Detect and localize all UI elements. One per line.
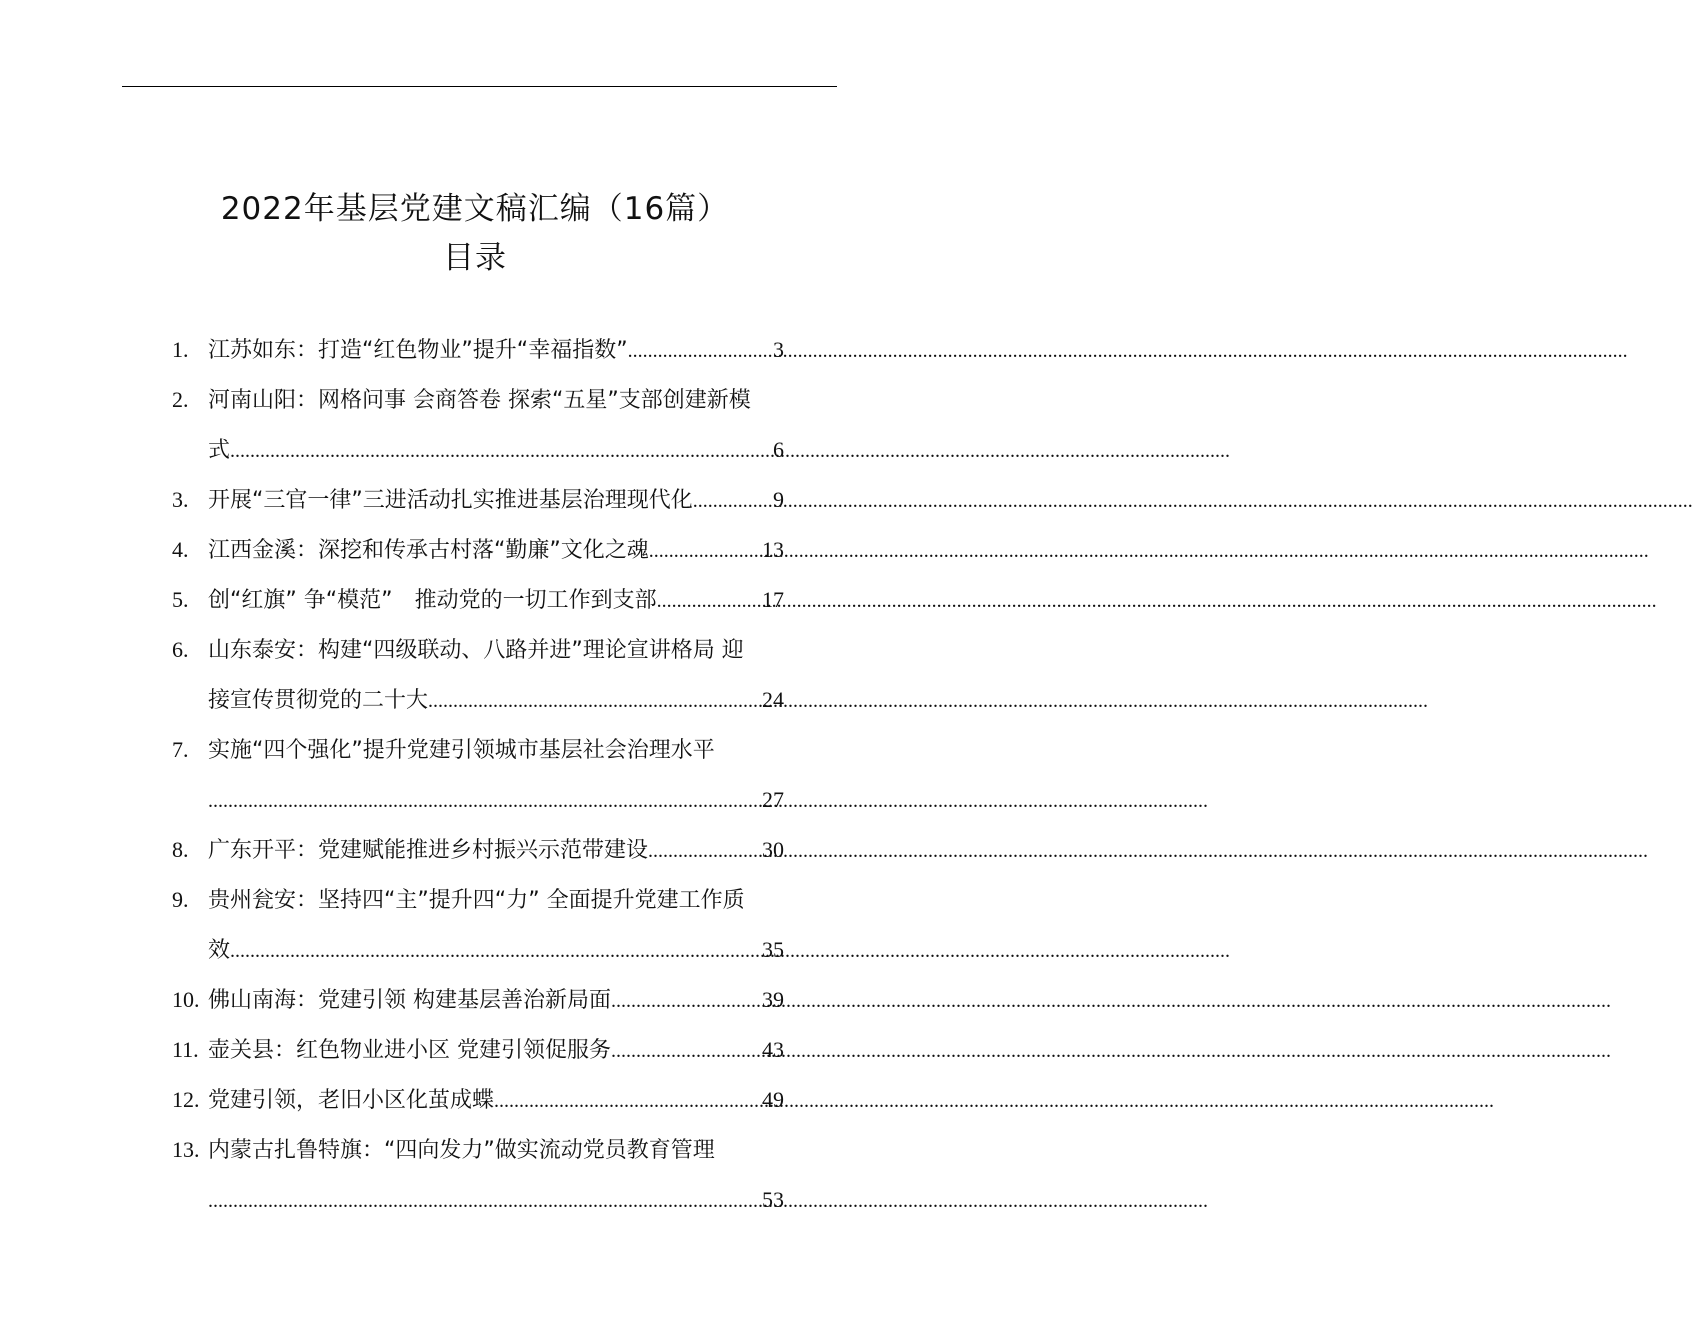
toc-leader xyxy=(657,576,762,626)
toc-leader xyxy=(649,526,762,576)
toc-title-continued: 式 xyxy=(208,438,231,463)
toc-page: 43 xyxy=(762,1037,784,1062)
toc-entry-12[interactable] xyxy=(172,1075,842,1125)
toc-page: 17 xyxy=(762,587,784,612)
toc-entry-9[interactable] xyxy=(172,875,842,975)
toc-title: 开展“三官一律”三进活动扎实推进基层治理现代化 xyxy=(208,488,693,513)
toc-leader xyxy=(230,426,773,476)
toc-title: 江西金溪：深挖和传承古村落“勤廉”文化之魂 xyxy=(208,538,649,563)
toc-title: 贵州瓮安：坚持四“主”提升四“力” 全面提升党建工作质 xyxy=(208,888,745,913)
toc-page: 3 xyxy=(773,337,784,362)
toc-leader xyxy=(208,776,762,826)
toc-title: 山东泰安：构建“四级联动、八路并进”理论宣讲格局 迎 xyxy=(208,638,744,663)
toc-page: 53 xyxy=(762,1187,784,1212)
toc-leader xyxy=(693,476,773,526)
toc-entry-1[interactable] xyxy=(172,325,842,375)
toc-title: 江苏如东：打造“红色物业”提升“幸福指数” xyxy=(208,338,628,363)
toc-leader xyxy=(611,976,762,1026)
toc-entry-3[interactable] xyxy=(172,475,842,525)
toc-title: 实施“四个强化”提升党建引领城市基层社会治理水平 xyxy=(208,738,715,763)
toc-entry-10[interactable] xyxy=(172,975,842,1025)
toc-title-continued: 接宣传贯彻党的二十大 xyxy=(208,688,429,713)
toc-heading: 目录 xyxy=(443,240,507,276)
toc-title: 佛山南海：党建引领 构建基层善治新局面 xyxy=(208,988,611,1013)
toc-page: 35 xyxy=(762,937,784,962)
toc-title: 内蒙古扎鲁特旗：“四向发力”做实流动党员教育管理 xyxy=(208,1138,715,1163)
toc-entry-13[interactable] xyxy=(172,1125,842,1225)
toc-number: 7. xyxy=(172,737,189,762)
toc-entry-8[interactable] xyxy=(172,825,842,875)
toc-number: 10. xyxy=(172,987,200,1012)
toc-leader xyxy=(230,926,762,976)
toc-leader xyxy=(611,1026,762,1076)
toc-page: 49 xyxy=(762,1087,784,1112)
toc-number: 12. xyxy=(172,1087,200,1112)
toc-leader xyxy=(208,1176,762,1226)
toc-page: 27 xyxy=(762,787,784,812)
toc-title: 壶关县：红色物业进小区 党建引领促服务 xyxy=(208,1038,611,1063)
toc-title: 党建引领，老旧小区化茧成蝶 xyxy=(208,1088,495,1113)
toc-page: 9 xyxy=(773,487,784,512)
toc-title: 广东开平：党建赋能推进乡村振兴示范带建设 xyxy=(208,838,649,863)
table-of-contents xyxy=(172,325,842,1225)
toc-number: 3. xyxy=(172,487,189,512)
document-title: 2022年基层党建文稿汇编（16篇） xyxy=(220,191,730,227)
toc-page: 39 xyxy=(762,987,784,1012)
toc-number: 11. xyxy=(172,1037,199,1062)
toc-number: 6. xyxy=(172,637,189,662)
toc-number: 2. xyxy=(172,387,189,412)
toc-number: 9. xyxy=(172,887,189,912)
toc-page: 24 xyxy=(762,687,784,712)
header-rule xyxy=(122,86,837,87)
toc-entry-6[interactable] xyxy=(172,625,842,725)
toc-number: 8. xyxy=(172,837,189,862)
toc-leader xyxy=(494,1076,762,1126)
toc-entry-4[interactable] xyxy=(172,525,842,575)
toc-page: 6 xyxy=(773,437,784,462)
toc-number: 1. xyxy=(172,337,189,362)
toc-leader xyxy=(428,676,762,726)
toc-number: 5. xyxy=(172,587,189,612)
toc-leader xyxy=(628,326,773,376)
toc-entry-5[interactable] xyxy=(172,575,842,625)
toc-number: 13. xyxy=(172,1137,200,1162)
toc-title: 创“红旗” 争“模范” 推动党的一切工作到支部 xyxy=(208,588,657,613)
toc-title-continued: 效 xyxy=(208,938,231,963)
toc-leader xyxy=(648,826,762,876)
toc-entry-11[interactable] xyxy=(172,1025,842,1075)
toc-number: 4. xyxy=(172,537,189,562)
toc-page: 30 xyxy=(762,837,784,862)
toc-title: 河南山阳：网格问事 会商答卷 探索“五星”支部创建新模 xyxy=(208,388,751,413)
toc-entry-7[interactable] xyxy=(172,725,842,825)
toc-entry-2[interactable] xyxy=(172,375,842,475)
toc-page: 13 xyxy=(762,537,784,562)
